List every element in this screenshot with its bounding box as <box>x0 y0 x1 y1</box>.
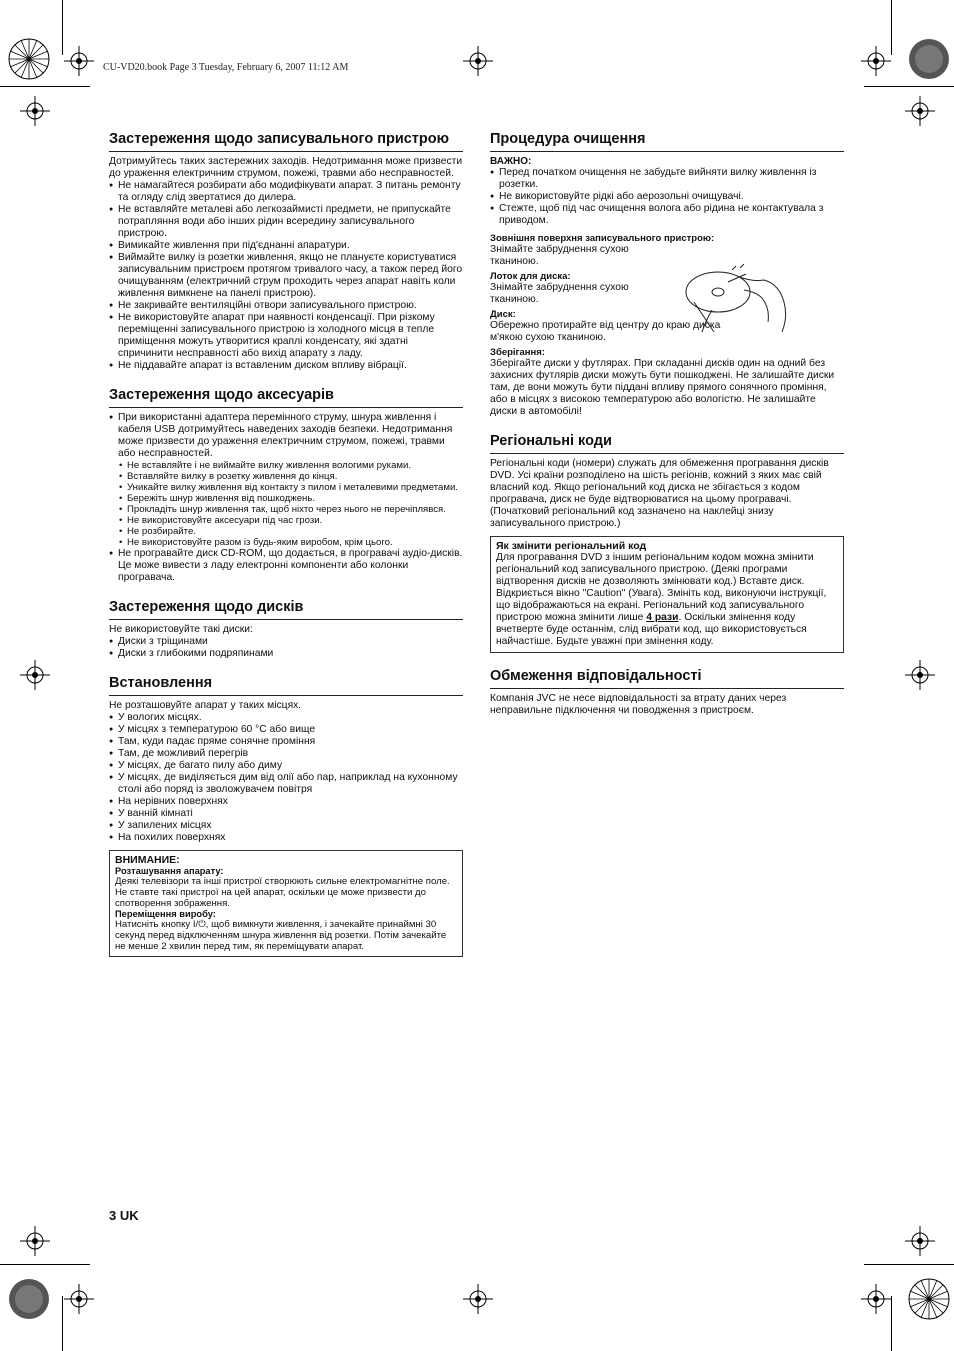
installation-section <box>109 674 463 957</box>
crop-line <box>62 1296 63 1351</box>
section-title: Процедура очищення <box>490 130 844 152</box>
list-item: ● Там, куди падає пряме сонячне проміння <box>109 736 463 748</box>
list-item: ● Диски з глибокими подряпинами <box>109 648 463 660</box>
caution-text: Деякі телевізори та інші пристрої створюють сильне електромагнітне поле. Не ставте такі пристрої на цей апарат, оскільки це може призвести до спотворення зображення. <box>115 876 450 909</box>
crop-line <box>891 1296 892 1351</box>
list-item: ● Не використовуйте рідкі або аерозольні очищувачі. <box>490 191 844 203</box>
list-item: ● Вимикайте живлення при під'єднанні апаратури. <box>109 240 463 252</box>
box-text-start: Для програвання DVD з іншим регіональним кодом можна змінити регіональний код записувального пристрою. (Деякі програми відтворення дисків не дозволяють змінювати код.) Вставте диск. Відкриється вікно "Caution" (Увага). Змініть код, виконуючи інструкції, що відображаються на екрані. Регіональний код записувального пристрою можна змінити лише <box>496 552 827 623</box>
sub-list-item: • Не розбирайте. <box>118 526 463 537</box>
section-title: Застереження щодо аксесуарів <box>109 386 463 408</box>
list-item: ● Виймайте вилку із розетки живлення, якщо не плануєте користуватися записувальним пристроєм протягом тривалого часу, а також перед його очищуванням (електричний струм проходить через апарат навіть коли живлення вимкнене на панелі пристрою). <box>109 252 463 300</box>
print-header: CU-VD20.book Page 3 Tuesday, February 6, 2007 11:12 AM <box>103 62 349 73</box>
list-item: ● Не піддавайте апарат із вставленим диском впливу вібрації. <box>109 360 463 372</box>
section-intro: Дотримуйтесь таких застережних заходів. Недотримання може призвести до ураження електричним струмом, пожежі, травми або несправностей. <box>109 156 463 179</box>
section-intro: Не використовуйте такі диски: <box>109 624 253 635</box>
crosshair-left-middle <box>20 660 50 690</box>
box-title: Як змінити регіональний код <box>496 540 647 552</box>
crosshair-left-upper <box>20 96 50 126</box>
crop-line <box>0 1264 90 1265</box>
list-item: ● Диски з тріщинами <box>109 636 463 648</box>
crosshair-left-lower <box>20 1226 50 1256</box>
registration-mark-top-left <box>6 36 52 82</box>
list-item: ● Не використовуйте апарат при наявності конденсації. При різкому переміщенні записувального пристрою із холодного місця в тепле приміщення можуть утворитися краплі конденсату, які здатні спричинити несправності або вихід апарату з ладу. <box>109 312 463 360</box>
box-text-end: . Оскільки змінення коду вчетверте буде останнім, слід вибрати код, що використовується найчастіше. Будьте уважні при змінення коду. <box>496 612 807 647</box>
cleaning-text: Зберігайте диски у футлярах. При складанні дисків один на одний без захисних футлярів диски можуть бути пошкоджені. Не залишайте диски там, де вони можуть бути піддані впливу прямого сонячного проміння, або в місцях з високою температурою або вологістю. Не залишайте диски в автомобілі! <box>490 358 835 417</box>
sub-list-item: • Прокладіть шнур живлення так, щоб ніхто через нього не перечіплявся. <box>118 504 463 515</box>
caution-title: ВНИМАНИЕ: <box>115 854 180 866</box>
list-item: ● У місцях з температурою 60 °C або вище <box>109 724 463 736</box>
liability-section <box>490 667 844 717</box>
crop-line <box>0 86 90 87</box>
section-intro: Не розташовуйте апарат у таких місцях. <box>109 700 302 711</box>
registration-mark-bottom-right <box>906 1276 952 1322</box>
list-item: ● Стежте, щоб під час очищення волога або рідина не контактувала з приводом. <box>490 203 844 227</box>
crosshair-right-middle <box>905 660 935 690</box>
sub-list-item: • Вставляйте вилку в розетку живлення до кінця. <box>118 471 463 482</box>
list-item: ● Там, де можливий перегрів <box>109 748 463 760</box>
list-item: ● Не закривайте вентиляційні отвори записувального пристрою. <box>109 300 463 312</box>
list-item: ● На нерівних поверхнях <box>109 796 463 808</box>
list-item-text: При використанні адаптера перемінного струму, шнура живлення і кабеля USB дотримуйтесь наведених заходів безпеки. Недотримання може призвести до ураження електричним струмом, пожежі, травми або несправностей. <box>118 412 453 459</box>
accessories-precautions-section <box>109 386 463 584</box>
list-item <box>109 412 463 548</box>
sub-list-item: • Уникайте вилку живлення від контакту з пилом і металевими предметами. <box>118 482 463 493</box>
cleaning-label: Зберігання: <box>490 347 545 358</box>
crosshair-top-right <box>861 46 891 76</box>
list-item: ● У місцях, де виділяється дим від олії або пар, наприклад на кухонному столі або поряд із зволожувачем повітря <box>109 772 463 796</box>
crop-line <box>864 86 954 87</box>
crop-line <box>891 0 892 55</box>
sub-list-item: • Не використовуйте аксесуари під час грози. <box>118 515 463 526</box>
crosshair-top-left <box>64 46 94 76</box>
section-text: Компанія JVC не несе відповідальності за втрату даних через неправильне підключення чи поводження з пристроєм. <box>490 693 787 716</box>
disc-cleaning-illustration <box>684 262 794 334</box>
caution-box <box>109 850 463 957</box>
section-title: Застереження щодо записувального пристрою <box>109 130 463 152</box>
sub-list-item: • Не використовуйте разом із будь-яким виробом, крім цього. <box>118 537 463 548</box>
recorder-precautions-section <box>109 130 463 372</box>
bullet-list <box>490 167 844 227</box>
section-title: Встановлення <box>109 674 463 696</box>
registration-mark-bottom-left <box>6 1276 52 1322</box>
list-item: ● У місцях, де багато пилу або диму <box>109 760 463 772</box>
section-title: Регіональні коди <box>490 432 844 454</box>
registration-mark-top-right <box>906 36 952 82</box>
sub-list-item: • Не вставляйте і не виймайте вилку живлення вологими руками. <box>118 460 463 471</box>
list-item: ● У запилених місцях <box>109 820 463 832</box>
caution-label: Переміщення виробу: <box>115 909 216 919</box>
important-label: ВАЖНО: <box>490 156 532 167</box>
list-item: ● Перед початком очищення не забудьте вийняти вилку живлення із розетки. <box>490 167 844 191</box>
region-codes-section <box>490 432 844 653</box>
sub-list <box>118 460 463 548</box>
left-column <box>109 130 463 971</box>
right-column <box>490 130 844 731</box>
crosshair-right-lower <box>905 1226 935 1256</box>
crosshair-bottom-center <box>463 1284 493 1314</box>
bullet-list <box>109 180 463 372</box>
caution-text: Натисніть кнопку I/⏻, щоб вимкнути живлення, і зачекайте принаймні 30 секунд перед відключенням шнура живлення від розетки. Потім зачекайте не менше 2 хвилин перед тим, як переміщувати апарат. <box>115 919 447 952</box>
section-title: Обмеження відповідальності <box>490 667 844 689</box>
cleaning-text: Знімайте забруднення сухою тканиною. <box>490 282 629 305</box>
change-region-box <box>490 536 844 653</box>
page-number: 3 UK <box>109 1208 139 1223</box>
section-text: Регіональні коди (номери) служать для обмеження програвання дисків DVD. Усі країни розподілено на шість регіонів, кожний з яких має свій власний код. Якщо регіональний код диска не збігається з кодом програвача, диск не буде відтворюватися на цьому програвачі. (Початковий регіональний код зазначено на наклейці знизу записувального пристрою.) <box>490 458 829 529</box>
cleaning-text: Знімайте забруднення сухою тканиною. <box>490 244 629 267</box>
crosshair-bottom-left <box>64 1284 94 1314</box>
sub-list-item: • Бережіть шнур живлення від пошкоджень. <box>118 493 463 504</box>
disc-precautions-section <box>109 598 463 660</box>
crosshair-top-center <box>463 46 493 76</box>
cleaning-label: Лоток для диска: <box>490 271 571 282</box>
crosshair-right-upper <box>905 96 935 126</box>
crop-line <box>62 0 63 55</box>
list-item: ● На похилих поверхнях <box>109 832 463 844</box>
list-item: ● У вологих місцях. <box>109 712 463 724</box>
section-title: Застереження щодо дисків <box>109 598 463 620</box>
crosshair-bottom-right <box>861 1284 891 1314</box>
list-item: ● У ванній кімнаті <box>109 808 463 820</box>
list-item: ● Не вставляйте металеві або легкозаймисті предмети, не припускайте потрапляння води або інших рідин всередину записувального пристрою. <box>109 204 463 240</box>
crop-line <box>864 1264 954 1265</box>
cleaning-label: Диск: <box>490 309 516 320</box>
bullet-list <box>109 412 463 584</box>
bullet-list <box>109 636 463 660</box>
box-text <box>496 552 838 648</box>
list-item: ● Не намагайтеся розбирати або модифікувати апарат. З питань ремонту та огляду слід звертатися до дилера. <box>109 180 463 204</box>
caution-label: Розташування апарату: <box>115 866 224 876</box>
cleaning-label: Зовнішня поверхня записувального пристрою: <box>490 233 715 244</box>
bullet-list <box>109 712 463 844</box>
times-emphasis: 4 рази <box>646 612 679 623</box>
cleaning-text: Обережно протирайте від центру до краю диска м'якою сухою тканиною. <box>490 320 721 343</box>
list-item: ● Не програвайте диск CD-ROM, що додається, в програвачі аудіо-дисків. Це може вивести з ладу електронні компоненти або колонки програвача. <box>109 548 463 584</box>
